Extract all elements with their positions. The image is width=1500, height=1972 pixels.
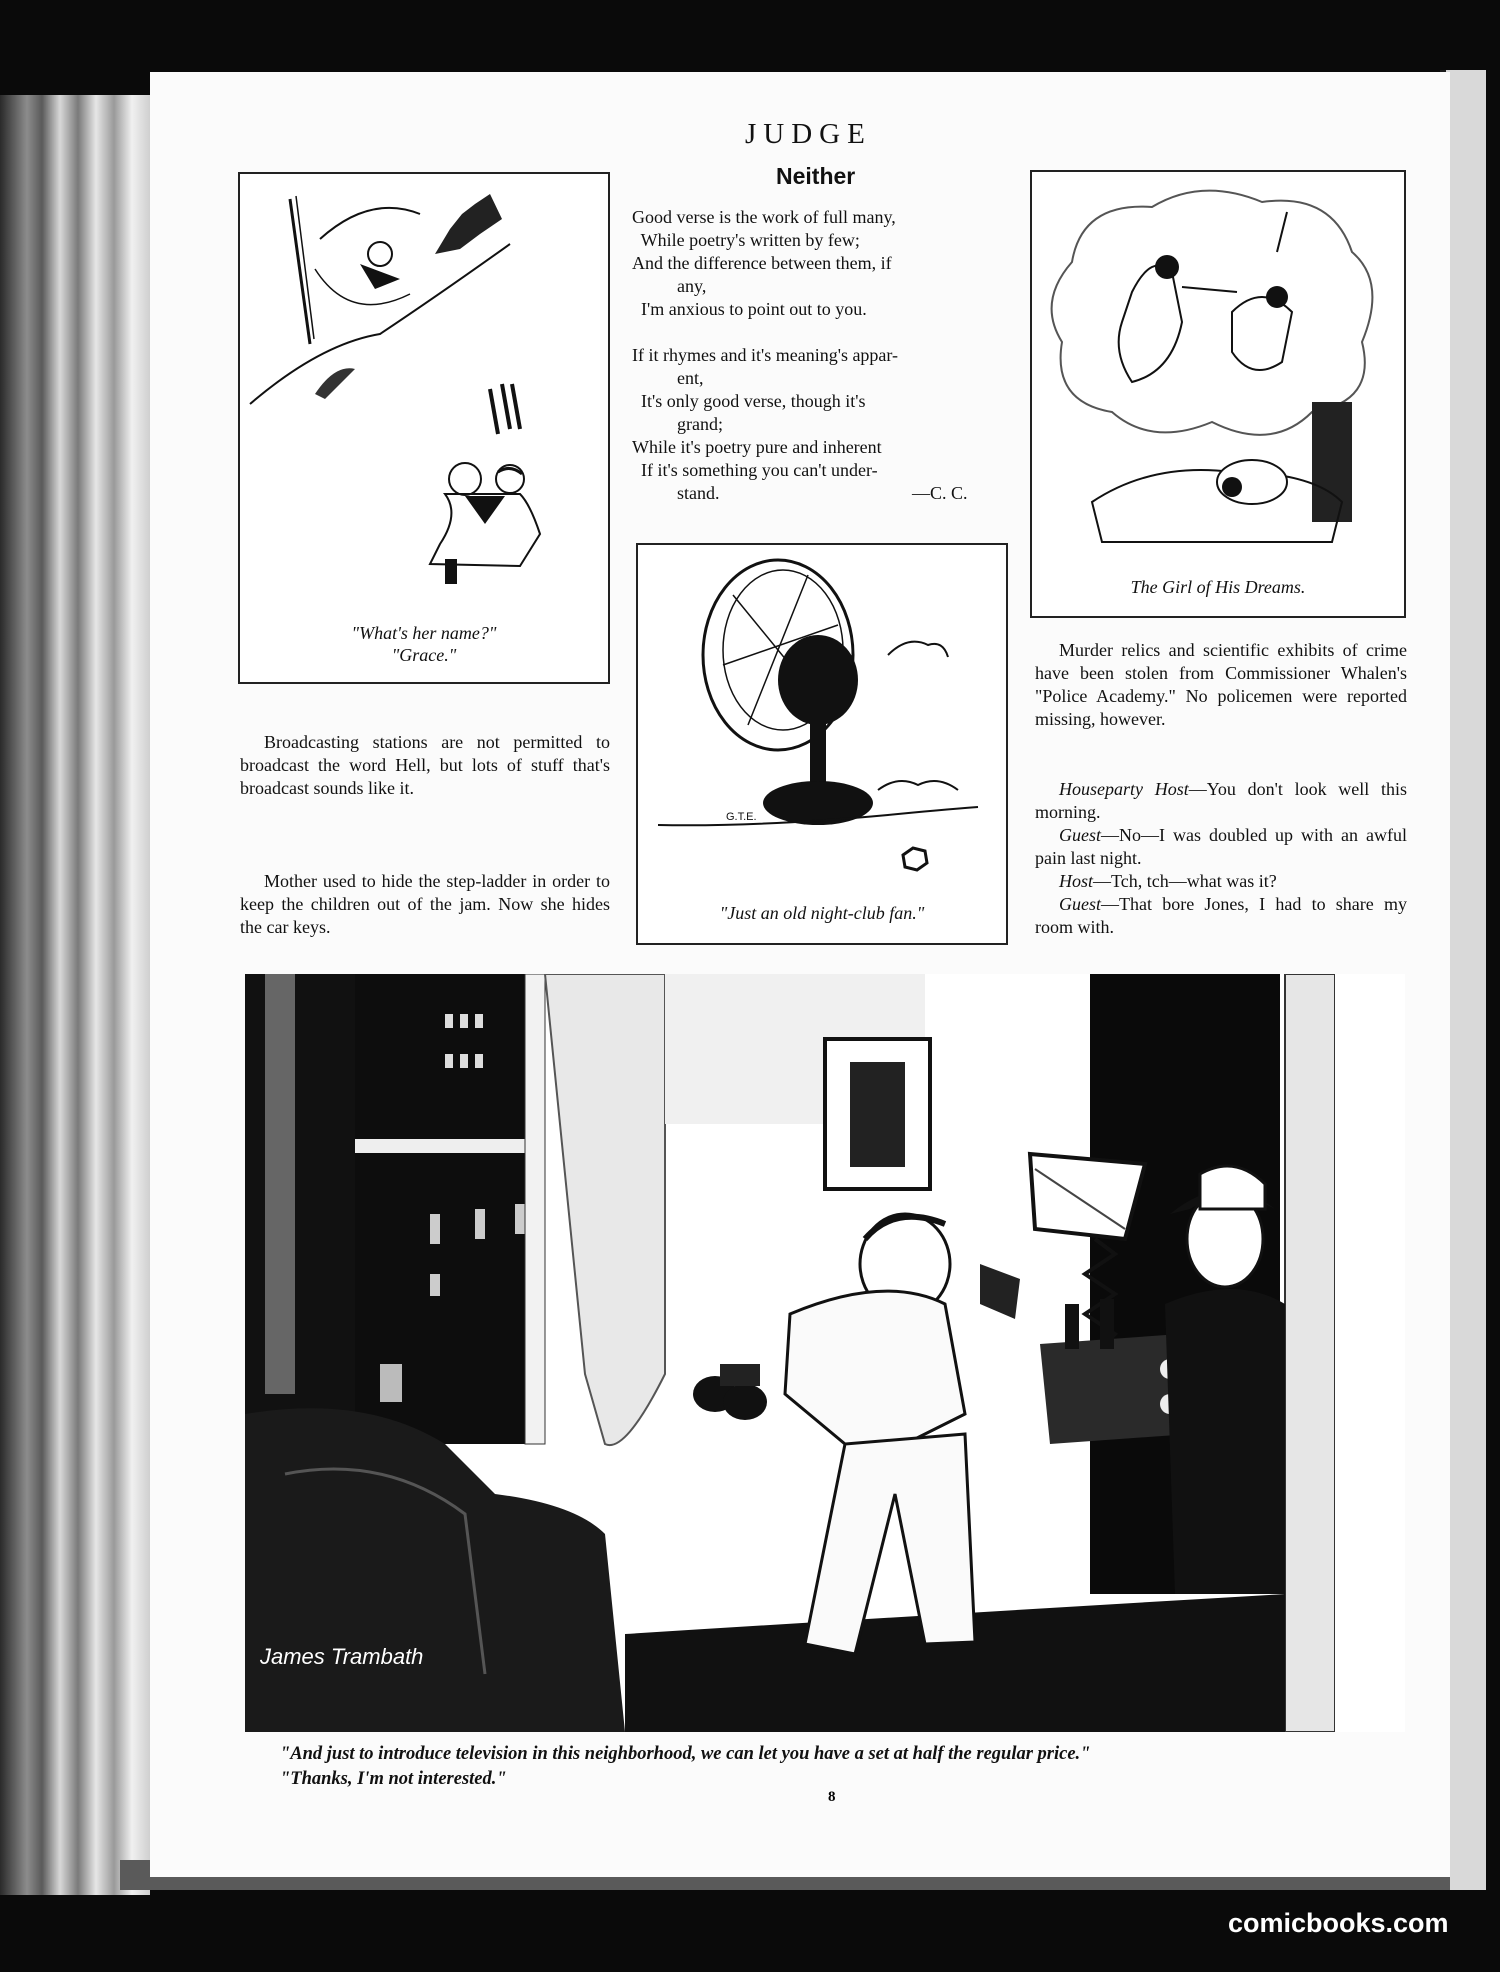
television-cartoon (245, 974, 1405, 1732)
dream-cartoon-illustration (1032, 172, 1404, 572)
poem-line: While poetry's written by few; (632, 230, 860, 250)
poem-signature: —C. C. (912, 483, 968, 503)
fan-cartoon-panel (636, 543, 1008, 945)
dialogue-line (1035, 893, 1407, 939)
dialogue-text: —No—I was doubled up with an awful pain last night. (1035, 825, 1407, 868)
artist-signature: James Trambath (260, 1644, 424, 1669)
fan-cartoon-illustration (638, 545, 1006, 885)
television-cartoon-caption (280, 1742, 1090, 1792)
speaker-label: Host (1059, 871, 1094, 891)
dialogue-text: —That bore Jones, I had to share my room with. (1035, 894, 1407, 937)
poem-line: And the difference between them, if (632, 253, 892, 273)
poem-line: ent, (632, 368, 704, 388)
speaker-label: Guest (1059, 825, 1101, 845)
poem-line: any, (632, 276, 707, 296)
houseparty-dialogue (1035, 778, 1407, 939)
television-cartoon-illustration (245, 974, 1405, 1732)
poem-line-last: stand. (632, 483, 720, 503)
poem-title: Neither (776, 163, 856, 189)
book-page-edges-left (0, 95, 150, 1895)
ski-caption-line: "Grace." (391, 645, 457, 665)
dialogue-line (1035, 824, 1407, 870)
page-number: 8 (828, 1789, 836, 1805)
magazine-header: JUDGE (745, 118, 872, 150)
dialogue-line (1035, 778, 1407, 824)
speaker-label: Guest (1059, 894, 1101, 914)
dream-cartoon-panel (1030, 170, 1406, 618)
television-caption-line: "And just to introduce television in this neighborhood, we can let you have a set at half the regular price." (280, 1744, 1091, 1764)
poem-line (632, 482, 1010, 505)
poem-line: It's only good verse, though it's (632, 391, 866, 411)
poem-line: Good verse is the work of full many, (632, 207, 896, 227)
poem-line (632, 321, 1010, 344)
murder-text: Murder relics and scientific exhibits of crime have been stolen from Commissioner Whalen's "Police Academy." No policemen were reported missing, however. (1035, 640, 1407, 729)
dialogue-text: —Tch, tch—what was it? (1093, 871, 1277, 891)
dialogue-line (1035, 870, 1407, 893)
poem-line: I'm anxious to point out to you. (632, 299, 867, 319)
ski-cartoon-panel (238, 172, 610, 684)
ski-caption-line: "What's her name?" (351, 623, 497, 643)
poem-line: If it's something you can't under- (632, 460, 878, 480)
watermark: comicbooks.com (1228, 1908, 1449, 1938)
broadcasting-paragraph (240, 731, 610, 800)
speaker-label: Houseparty Host (1059, 779, 1189, 799)
poem-line: grand; (632, 414, 723, 434)
poem-line: While it's poetry pure and inherent (632, 437, 882, 457)
dialogue-text: —You don't look well this morning. (1035, 779, 1407, 822)
fan-cartoon-caption: "Just an old night-club fan." (719, 903, 925, 923)
broadcasting-text: Broadcasting stations are not permitted to broadcast the word Hell, but lots of stuff that's broadcast sounds like it. (240, 732, 610, 798)
murder-paragraph (1035, 639, 1407, 731)
ski-cartoon-caption (240, 622, 608, 666)
mother-text: Mother used to hide the step-ladder in order to keep the children out of the jam. Now she hides the car keys. (240, 871, 610, 937)
dream-cartoon-caption: The Girl of His Dreams. (1130, 577, 1306, 597)
mother-paragraph (240, 870, 610, 939)
television-caption-line: "Thanks, I'm not interested." (280, 1769, 507, 1789)
poem-body (632, 206, 1010, 505)
poem-line: If it rhymes and it's meaning's appar- (632, 345, 899, 365)
ski-cartoon-illustration (240, 174, 608, 614)
fan-mark: G.T.E. (726, 811, 757, 823)
